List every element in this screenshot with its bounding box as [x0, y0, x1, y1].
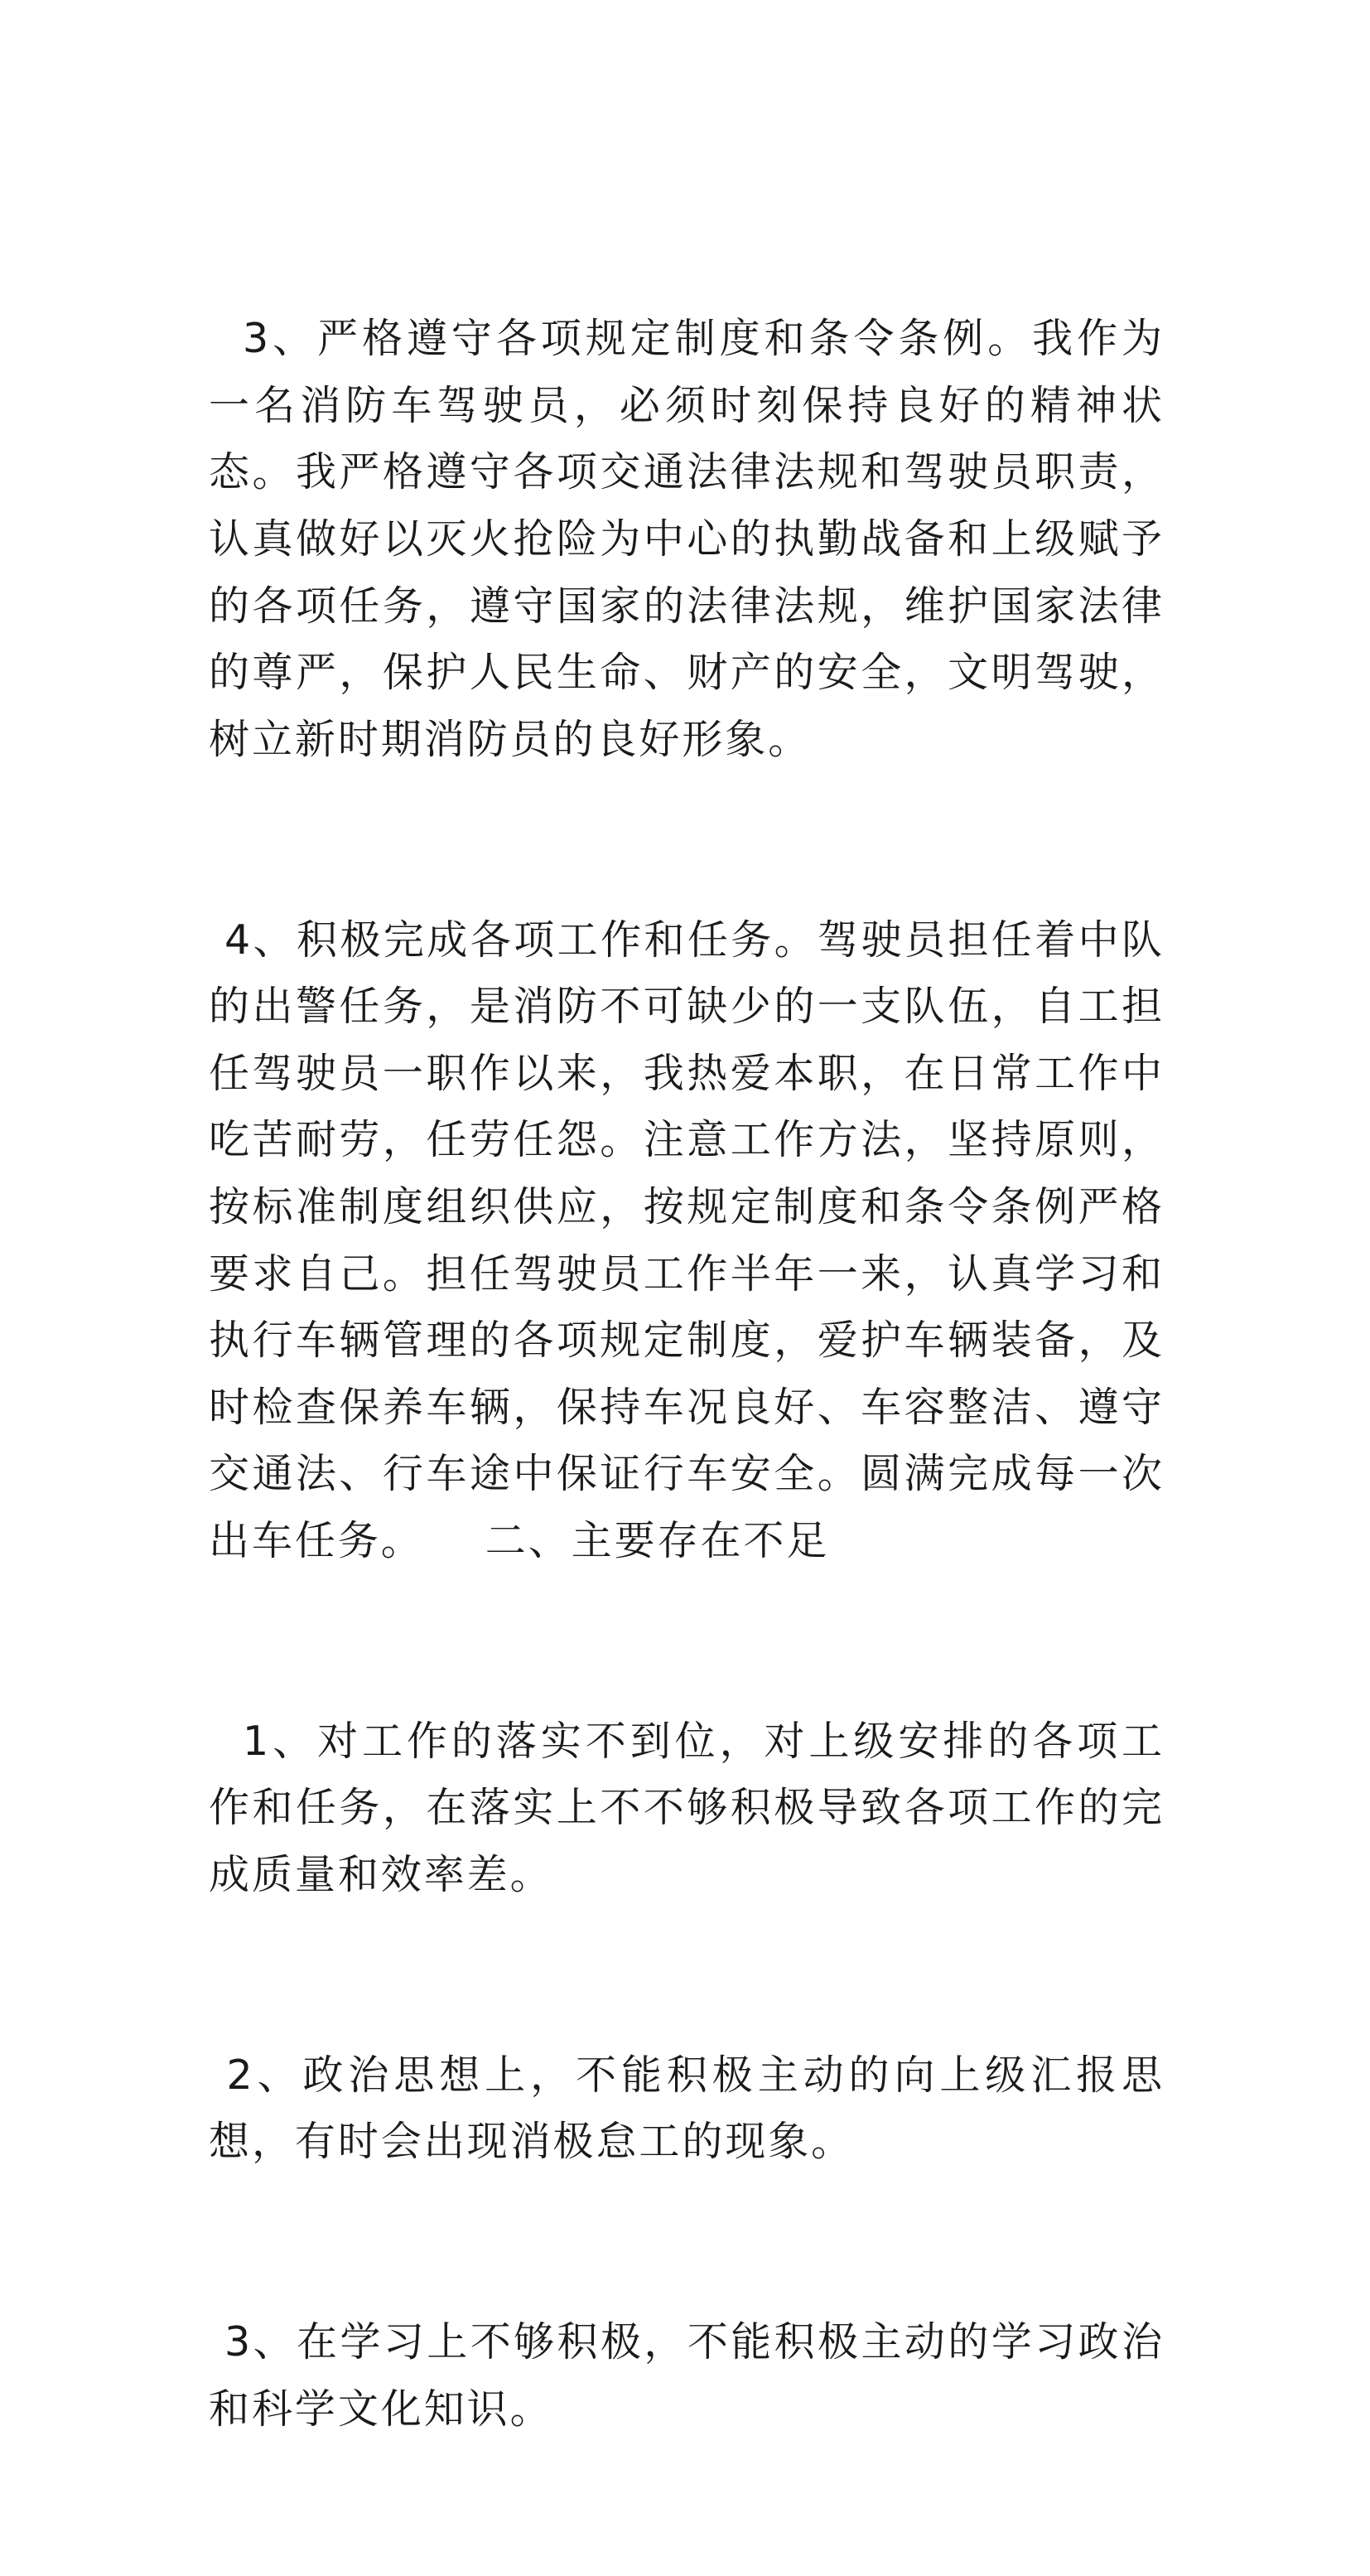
paragraph-regulations: 3、严格遵守各项规定制度和条令条例。我作为一名消防车驾驶员，必须时刻保持良好的精神状态。我严格遵守各项交通法律法规和驾驶员职责，认真做好以灭火抢险为中心的执勤战备和上级赋予的各项任务，遵守国家的法律法规，维护国家法律的尊严，保护人民生命、财产的安全，文明驾驶，树立新时期消防员的良好形象。	[209, 315, 1165, 763]
paragraph-work-tasks: 4、积极完成各项工作和任务。驾驶员担任着中队的出警任务，是消防不可缺少的一支队伍，自工担任驾驶员一职作以来，我热爱本职，在日常工作中吃苦耐劳，任劳任怨。注意工作方法，坚持原则，按标准制度组织供应，按规定制度和条令条例严格要求自己。担任驾驶员工作半年一来，认真学习和执行车辆管理的各项规定制度，爱护车辆装备，及时检查保养车辆，保持车况良好、车容整洁、遵守交通法、行车途中保证行车安全。圆满完成每一次出车任务。 二、主要存在不足	[209, 916, 1165, 1564]
paragraph-shortcoming-implementation: 1、对工作的落实不到位，对上级安排的各项工作和任务，在落实上不不够积极导致各项工作的完成质量和效率差。	[209, 1717, 1165, 1898]
paragraph-shortcoming-political: 2、政治思想上，不能积极主动的向上级汇报思想，有时会出现消极怠工的现象。	[209, 2051, 1165, 2166]
paragraph-shortcoming-study: 3、在学习上不够积极，不能积极主动的学习政治和科学文化知识。	[209, 2318, 1165, 2433]
document-body	[209, 172, 1165, 2576]
